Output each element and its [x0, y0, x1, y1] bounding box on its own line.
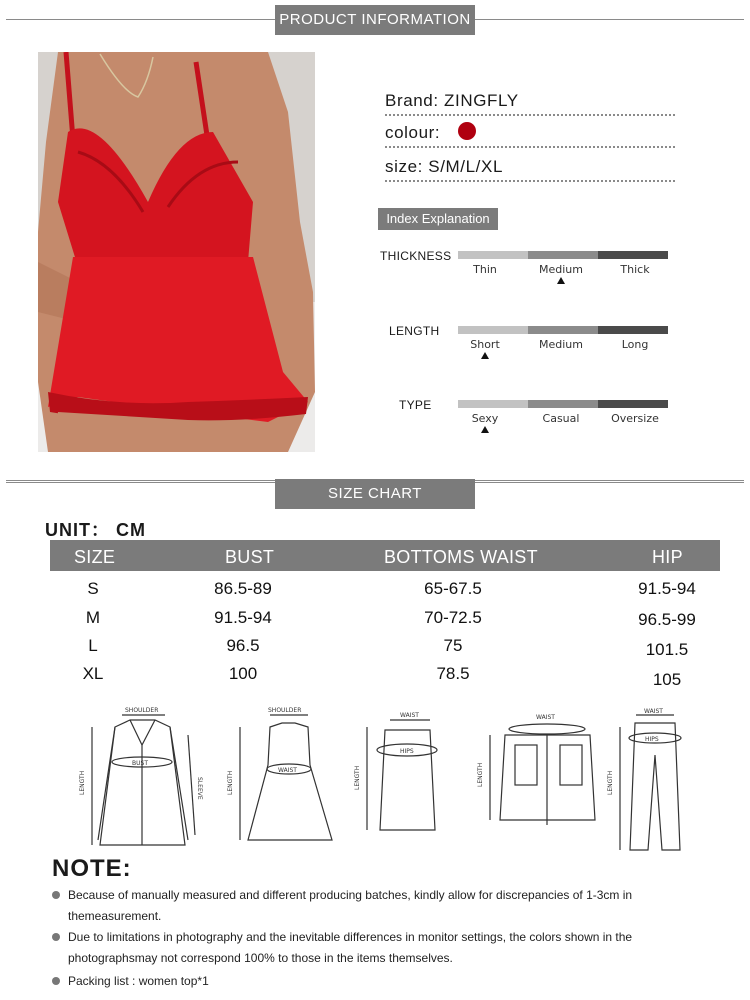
thickness-option-medium: Medium [539, 263, 583, 276]
cell-waist: 70-72.5 [424, 608, 482, 627]
unit-label: UNIT： CM [45, 520, 146, 540]
product-information-banner: PRODUCT INFORMATION [275, 5, 475, 35]
cell-hip: 105 [652, 670, 682, 689]
cell-waist: 75 [443, 636, 463, 655]
cell-waist: 65-67.5 [424, 579, 482, 598]
cell-size: XL [82, 664, 104, 683]
type-label: TYPE [399, 398, 432, 412]
cell-hip: 91.5-94 [638, 579, 696, 598]
type-option-casual: Casual [542, 412, 580, 425]
size-table-header [50, 540, 720, 571]
thickness-option-thin: Thin [473, 263, 497, 276]
length-label: LENGTH [389, 324, 440, 338]
length-option-short: Short [470, 338, 500, 351]
thickness-selected-marker [557, 277, 565, 284]
shirt-diagram [92, 715, 195, 845]
shirt-top-label: SHOULDER [125, 707, 159, 714]
bullet-icon [52, 891, 60, 899]
cell-hip: 96.5-99 [638, 610, 696, 629]
shorts-top-label: WAIST [536, 714, 555, 721]
cell-bust: 100 [228, 664, 258, 683]
bullet-icon [52, 933, 60, 941]
index-explanation-badge: Index Explanation [378, 208, 498, 230]
dress-diagram [240, 715, 332, 840]
colour-label: colour: [385, 123, 441, 142]
colour-swatch [458, 122, 476, 140]
size-chart-banner: SIZE CHART [275, 479, 475, 509]
cell-hip: 101.5 [645, 640, 689, 659]
cell-size: L [88, 636, 98, 655]
size-row [385, 154, 675, 182]
cell-bust: 96.5 [226, 636, 260, 655]
colour-row [385, 120, 675, 148]
thickness-label: THICKNESS [380, 249, 452, 263]
length-selected-marker [481, 352, 489, 359]
cell-bust: 86.5-89 [214, 579, 272, 598]
pants-mid-label: HIPS [645, 736, 659, 743]
note-item [52, 927, 692, 971]
pants-top-label: WAIST [644, 708, 663, 715]
length-option-medium: Medium [539, 338, 583, 351]
shirt-side-label: LENGTH [79, 770, 86, 795]
brand-text: Brand: ZINGFLY [385, 91, 519, 110]
skirt-top-label: WAIST [400, 712, 419, 719]
header-bust: BUST [225, 547, 275, 567]
dress-mid-label: WAIST [278, 767, 297, 774]
type-option-sexy: Sexy [471, 412, 499, 425]
skirt-mid-label: HIPS [400, 748, 414, 755]
shorts-side-label: LENGTH [477, 762, 484, 787]
skirt-diagram [367, 720, 437, 830]
skirt-side-label: LENGTH [354, 765, 361, 790]
brand-row [385, 88, 675, 116]
cell-size: M [85, 608, 101, 627]
type-bar [458, 400, 668, 408]
size-text: size: S/M/L/XL [385, 157, 503, 176]
cell-bust: 91.5-94 [214, 608, 272, 627]
shirt-right-label: SLEEVE [196, 777, 203, 800]
header-size: SIZE [74, 547, 116, 567]
product-photo [38, 52, 315, 452]
dress-top-label: SHOULDER [268, 707, 302, 714]
header-bottoms-waist: BOTTOMS WAIST [384, 547, 538, 567]
type-selected-marker [481, 426, 489, 433]
length-bar [458, 326, 668, 334]
header-hip: HIP [652, 547, 683, 567]
type-option-oversize: Oversize [611, 412, 659, 425]
note-text: Because of manually measured and different producing batches, kindly allow for discrepancies of 1-3cm in themeasurement. [68, 888, 633, 923]
bullet-icon [52, 977, 60, 985]
pants-side-label: LENGTH [607, 770, 614, 795]
thickness-option-thick: Thick [620, 263, 650, 276]
cell-size: S [87, 579, 99, 598]
length-option-long: Long [621, 338, 649, 351]
shorts-diagram [490, 724, 595, 825]
shirt-mid-label: BUST [132, 760, 148, 767]
dress-side-label: LENGTH [227, 770, 234, 795]
note-item [52, 885, 692, 929]
measurement-diagrams [70, 705, 700, 855]
note-title: NOTE: [52, 855, 132, 882]
note-item [52, 971, 692, 993]
note-text: Packing list : women top*1 [68, 974, 209, 988]
cell-waist: 78.5 [436, 664, 470, 683]
thickness-bar [458, 251, 668, 259]
note-text: Due to limitations in photography and the inevitable differences in monitor settings, the colors shown in the photographsmay not correspond 100% to those in the items themselves. [68, 930, 633, 965]
